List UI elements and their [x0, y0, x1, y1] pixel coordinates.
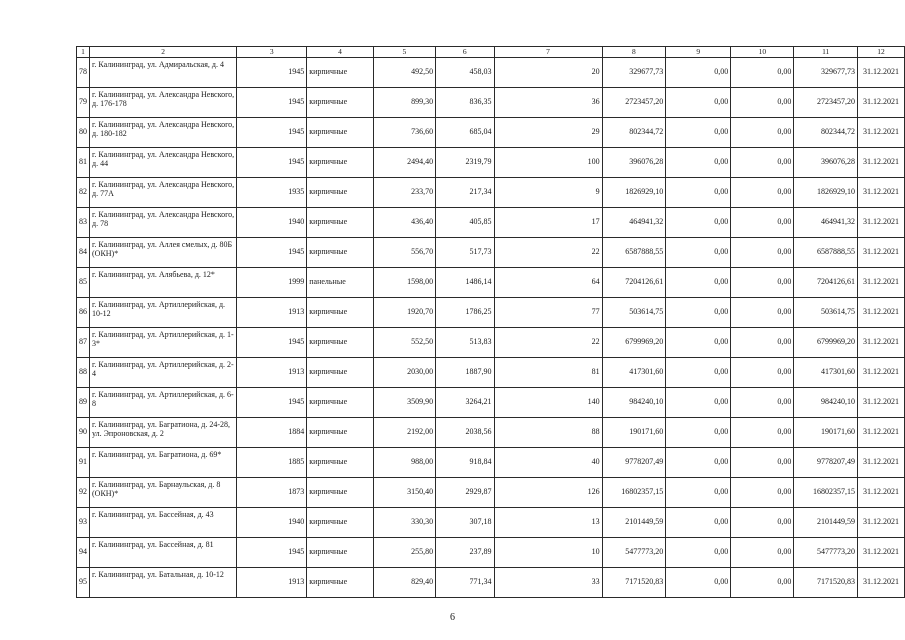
total-area-cell: 556,70: [373, 237, 435, 267]
row-number-cell: 79: [77, 87, 90, 117]
address-cell: г. Калининград, ул. Адмиральская, д. 4: [90, 57, 237, 87]
total-area-cell: 492,50: [373, 57, 435, 87]
column-10-cell: 0,00: [731, 57, 794, 87]
table-row: [77, 327, 905, 357]
repair-cost-cell: 2101449,59: [602, 507, 666, 537]
table-row: [77, 297, 905, 327]
deadline-date-cell: 31.12.2021: [858, 87, 905, 117]
residents-cell: 20: [494, 57, 602, 87]
living-area-cell: 771,34: [436, 567, 494, 597]
column-10-cell: 0,00: [731, 447, 794, 477]
deadline-date-cell: 31.12.2021: [858, 267, 905, 297]
total-area-cell: 3150,40: [373, 477, 435, 507]
column-10-cell: 0,00: [731, 327, 794, 357]
row-number-cell: 87: [77, 327, 90, 357]
row-number-cell: 78: [77, 57, 90, 87]
table-row: [77, 117, 905, 147]
year-built-cell: 1913: [237, 357, 307, 387]
deadline-date-cell: 31.12.2021: [858, 567, 905, 597]
table-row: [77, 267, 905, 297]
column-10-cell: 0,00: [731, 477, 794, 507]
column-9-cell: 0,00: [666, 507, 731, 537]
year-built-cell: 1945: [237, 327, 307, 357]
deadline-date-cell: 31.12.2021: [858, 447, 905, 477]
deadline-date-cell: 31.12.2021: [858, 297, 905, 327]
column-11-cell: 6587888,55: [794, 237, 858, 267]
repair-cost-cell: 984240,10: [602, 387, 666, 417]
column-10-cell: 0,00: [731, 87, 794, 117]
deadline-date-cell: 31.12.2021: [858, 57, 905, 87]
residents-cell: 22: [494, 237, 602, 267]
row-number-cell: 95: [77, 567, 90, 597]
column-10-cell: 0,00: [731, 237, 794, 267]
address-cell: г. Калининград, ул. Александра Невского, д. 180-182: [90, 117, 237, 147]
column-10-cell: 0,00: [731, 357, 794, 387]
wall-material-cell: кирпичные: [307, 237, 374, 267]
address-cell: г. Калининград, ул. Аллея смелых, д. 80Б (ОКН)*: [90, 237, 237, 267]
address-cell: г. Калининград, ул. Артиллерийская, д. 6-8: [90, 387, 237, 417]
column-11-cell: 2101449,59: [794, 507, 858, 537]
year-built-cell: 1884: [237, 417, 307, 447]
repair-cost-cell: 329677,73: [602, 57, 666, 87]
residents-cell: 100: [494, 147, 602, 177]
residents-cell: 40: [494, 447, 602, 477]
living-area-cell: 2038,56: [436, 417, 494, 447]
living-area-cell: 685,04: [436, 117, 494, 147]
column-10-cell: 0,00: [731, 147, 794, 177]
table-row: [77, 507, 905, 537]
table-row: [77, 147, 905, 177]
row-number-cell: 81: [77, 147, 90, 177]
column-11-cell: 984240,10: [794, 387, 858, 417]
wall-material-cell: кирпичные: [307, 207, 374, 237]
column-number-cell: 1: [77, 47, 90, 58]
year-built-cell: 1913: [237, 297, 307, 327]
column-10-cell: 0,00: [731, 177, 794, 207]
table-row: [77, 237, 905, 267]
repair-cost-cell: 2723457,20: [602, 87, 666, 117]
column-10-cell: 0,00: [731, 117, 794, 147]
table-row: [77, 417, 905, 447]
column-9-cell: 0,00: [666, 537, 731, 567]
wall-material-cell: кирпичные: [307, 507, 374, 537]
table-row: [77, 357, 905, 387]
column-9-cell: 0,00: [666, 447, 731, 477]
residents-cell: 33: [494, 567, 602, 597]
column-10-cell: 0,00: [731, 537, 794, 567]
table-row: [77, 177, 905, 207]
address-cell: г. Калининград, ул. Бассейная, д. 43: [90, 507, 237, 537]
column-9-cell: 0,00: [666, 387, 731, 417]
column-9-cell: 0,00: [666, 177, 731, 207]
column-number-cell: 9: [666, 47, 731, 58]
residents-cell: 81: [494, 357, 602, 387]
wall-material-cell: кирпичные: [307, 177, 374, 207]
address-cell: г. Калининград, ул. Багратиона, д. 24-28, ул. Эпроновская, д. 2: [90, 417, 237, 447]
repair-cost-cell: 503614,75: [602, 297, 666, 327]
address-cell: г. Калининград, ул. Артиллерийская, д. 1-3*: [90, 327, 237, 357]
total-area-cell: 736,60: [373, 117, 435, 147]
column-11-cell: 329677,73: [794, 57, 858, 87]
total-area-cell: 2494,40: [373, 147, 435, 177]
column-10-cell: 0,00: [731, 417, 794, 447]
total-area-cell: 233,70: [373, 177, 435, 207]
deadline-date-cell: 31.12.2021: [858, 537, 905, 567]
wall-material-cell: кирпичные: [307, 357, 374, 387]
column-9-cell: 0,00: [666, 417, 731, 447]
wall-material-cell: кирпичные: [307, 477, 374, 507]
column-9-cell: 0,00: [666, 147, 731, 177]
row-number-cell: 84: [77, 237, 90, 267]
wall-material-cell: кирпичные: [307, 57, 374, 87]
residents-cell: 64: [494, 267, 602, 297]
column-11-cell: 9778207,49: [794, 447, 858, 477]
housing-register-table: [76, 46, 905, 598]
living-area-cell: 405,85: [436, 207, 494, 237]
column-9-cell: 0,00: [666, 267, 731, 297]
address-cell: г. Калининград, ул. Александра Невского, д. 77А: [90, 177, 237, 207]
total-area-cell: 1598,00: [373, 267, 435, 297]
deadline-date-cell: 31.12.2021: [858, 117, 905, 147]
wall-material-cell: кирпичные: [307, 567, 374, 597]
address-cell: г. Калининград, ул. Александра Невского, д. 176-178: [90, 87, 237, 117]
table-row: [77, 387, 905, 417]
column-11-cell: 802344,72: [794, 117, 858, 147]
table-row: [77, 447, 905, 477]
living-area-cell: 918,84: [436, 447, 494, 477]
column-10-cell: 0,00: [731, 267, 794, 297]
address-cell: г. Калининград, ул. Артиллерийская, д. 2-4: [90, 357, 237, 387]
page-number: 6: [450, 612, 455, 623]
residents-cell: 13: [494, 507, 602, 537]
deadline-date-cell: 31.12.2021: [858, 207, 905, 237]
total-area-cell: 988,00: [373, 447, 435, 477]
deadline-date-cell: 31.12.2021: [858, 507, 905, 537]
repair-cost-cell: 16802357,15: [602, 477, 666, 507]
total-area-cell: 436,40: [373, 207, 435, 237]
column-number-row: [77, 47, 905, 58]
residents-cell: 140: [494, 387, 602, 417]
wall-material-cell: панельные: [307, 267, 374, 297]
row-number-cell: 92: [77, 477, 90, 507]
column-10-cell: 0,00: [731, 207, 794, 237]
column-number-cell: 11: [794, 47, 858, 58]
column-11-cell: 190171,60: [794, 417, 858, 447]
residents-cell: 88: [494, 417, 602, 447]
living-area-cell: 1486,14: [436, 267, 494, 297]
column-11-cell: 16802357,15: [794, 477, 858, 507]
wall-material-cell: кирпичные: [307, 117, 374, 147]
living-area-cell: 513,83: [436, 327, 494, 357]
residents-cell: 126: [494, 477, 602, 507]
table-row: [77, 57, 905, 87]
wall-material-cell: кирпичные: [307, 537, 374, 567]
year-built-cell: 1999: [237, 267, 307, 297]
total-area-cell: 552,50: [373, 327, 435, 357]
column-11-cell: 1826929,10: [794, 177, 858, 207]
total-area-cell: 2192,00: [373, 417, 435, 447]
column-11-cell: 503614,75: [794, 297, 858, 327]
wall-material-cell: кирпичные: [307, 87, 374, 117]
wall-material-cell: кирпичные: [307, 417, 374, 447]
column-9-cell: 0,00: [666, 357, 731, 387]
address-cell: г. Калининград, ул. Александра Невского, д. 44: [90, 147, 237, 177]
column-10-cell: 0,00: [731, 297, 794, 327]
column-9-cell: 0,00: [666, 567, 731, 597]
address-cell: г. Калининград, ул. Багратиона, д. 69*: [90, 447, 237, 477]
column-10-cell: 0,00: [731, 387, 794, 417]
column-11-cell: 464941,32: [794, 207, 858, 237]
living-area-cell: 237,89: [436, 537, 494, 567]
year-built-cell: 1945: [237, 537, 307, 567]
residents-cell: 29: [494, 117, 602, 147]
residents-cell: 10: [494, 537, 602, 567]
column-11-cell: 6799969,20: [794, 327, 858, 357]
residents-cell: 22: [494, 327, 602, 357]
repair-cost-cell: 417301,60: [602, 357, 666, 387]
repair-cost-cell: 396076,28: [602, 147, 666, 177]
deadline-date-cell: 31.12.2021: [858, 177, 905, 207]
year-built-cell: 1945: [237, 237, 307, 267]
row-number-cell: 80: [77, 117, 90, 147]
column-11-cell: 7171520,83: [794, 567, 858, 597]
deadline-date-cell: 31.12.2021: [858, 147, 905, 177]
address-cell: г. Калининград, ул. Александра Невского, д. 78: [90, 207, 237, 237]
living-area-cell: 2929,87: [436, 477, 494, 507]
total-area-cell: 3509,90: [373, 387, 435, 417]
column-9-cell: 0,00: [666, 237, 731, 267]
wall-material-cell: кирпичные: [307, 327, 374, 357]
column-9-cell: 0,00: [666, 477, 731, 507]
table-row: [77, 537, 905, 567]
living-area-cell: 3264,21: [436, 387, 494, 417]
living-area-cell: 217,34: [436, 177, 494, 207]
living-area-cell: 2319,79: [436, 147, 494, 177]
wall-material-cell: кирпичные: [307, 147, 374, 177]
total-area-cell: 829,40: [373, 567, 435, 597]
address-cell: г. Калининград, ул. Артиллерийская, д. 10-12: [90, 297, 237, 327]
column-number-cell: 5: [373, 47, 435, 58]
residents-cell: 77: [494, 297, 602, 327]
year-built-cell: 1913: [237, 567, 307, 597]
column-number-cell: 7: [494, 47, 602, 58]
row-number-cell: 83: [77, 207, 90, 237]
residents-cell: 9: [494, 177, 602, 207]
year-built-cell: 1940: [237, 207, 307, 237]
column-10-cell: 0,00: [731, 567, 794, 597]
residents-cell: 17: [494, 207, 602, 237]
row-number-cell: 93: [77, 507, 90, 537]
wall-material-cell: кирпичные: [307, 387, 374, 417]
repair-cost-cell: 802344,72: [602, 117, 666, 147]
column-10-cell: 0,00: [731, 507, 794, 537]
column-number-cell: 8: [602, 47, 666, 58]
column-11-cell: 2723457,20: [794, 87, 858, 117]
deadline-date-cell: 31.12.2021: [858, 417, 905, 447]
row-number-cell: 91: [77, 447, 90, 477]
column-9-cell: 0,00: [666, 327, 731, 357]
living-area-cell: 1887,90: [436, 357, 494, 387]
column-9-cell: 0,00: [666, 117, 731, 147]
year-built-cell: 1873: [237, 477, 307, 507]
column-number-cell: 6: [436, 47, 494, 58]
year-built-cell: 1935: [237, 177, 307, 207]
living-area-cell: 836,35: [436, 87, 494, 117]
living-area-cell: 517,73: [436, 237, 494, 267]
table-row: [77, 87, 905, 117]
deadline-date-cell: 31.12.2021: [858, 357, 905, 387]
row-number-cell: 82: [77, 177, 90, 207]
living-area-cell: 307,18: [436, 507, 494, 537]
column-number-cell: 10: [731, 47, 794, 58]
column-11-cell: 417301,60: [794, 357, 858, 387]
repair-cost-cell: 1826929,10: [602, 177, 666, 207]
column-number-cell: 3: [237, 47, 307, 58]
column-number-cell: 4: [307, 47, 374, 58]
total-area-cell: 899,30: [373, 87, 435, 117]
column-9-cell: 0,00: [666, 207, 731, 237]
year-built-cell: 1945: [237, 117, 307, 147]
year-built-cell: 1945: [237, 87, 307, 117]
column-number-cell: 12: [858, 47, 905, 58]
row-number-cell: 86: [77, 297, 90, 327]
column-9-cell: 0,00: [666, 297, 731, 327]
year-built-cell: 1885: [237, 447, 307, 477]
row-number-cell: 94: [77, 537, 90, 567]
repair-cost-cell: 9778207,49: [602, 447, 666, 477]
table-row: [77, 477, 905, 507]
total-area-cell: 1920,70: [373, 297, 435, 327]
repair-cost-cell: 190171,60: [602, 417, 666, 447]
row-number-cell: 88: [77, 357, 90, 387]
address-cell: г. Калининград, ул. Барнаульская, д. 8 (ОКН)*: [90, 477, 237, 507]
total-area-cell: 255,80: [373, 537, 435, 567]
address-cell: г. Калининград, ул. Бассейная, д. 81: [90, 537, 237, 567]
row-number-cell: 90: [77, 417, 90, 447]
repair-cost-cell: 7171520,83: [602, 567, 666, 597]
year-built-cell: 1940: [237, 507, 307, 537]
living-area-cell: 458,03: [436, 57, 494, 87]
deadline-date-cell: 31.12.2021: [858, 477, 905, 507]
column-11-cell: 396076,28: [794, 147, 858, 177]
year-built-cell: 1945: [237, 387, 307, 417]
column-11-cell: 5477773,20: [794, 537, 858, 567]
deadline-date-cell: 31.12.2021: [858, 237, 905, 267]
living-area-cell: 1786,25: [436, 297, 494, 327]
row-number-cell: 89: [77, 387, 90, 417]
residents-cell: 36: [494, 87, 602, 117]
repair-cost-cell: 6799969,20: [602, 327, 666, 357]
column-9-cell: 0,00: [666, 87, 731, 117]
repair-cost-cell: 6587888,55: [602, 237, 666, 267]
repair-cost-cell: 464941,32: [602, 207, 666, 237]
total-area-cell: 330,30: [373, 507, 435, 537]
deadline-date-cell: 31.12.2021: [858, 387, 905, 417]
column-11-cell: 7204126,61: [794, 267, 858, 297]
column-number-cell: 2: [90, 47, 237, 58]
address-cell: г. Калининград, ул. Батальная, д. 10-12: [90, 567, 237, 597]
address-cell: г. Калининград, ул. Алябьева, д. 12*: [90, 267, 237, 297]
repair-cost-cell: 7204126,61: [602, 267, 666, 297]
year-built-cell: 1945: [237, 147, 307, 177]
total-area-cell: 2030,00: [373, 357, 435, 387]
table-row: [77, 207, 905, 237]
repair-cost-cell: 5477773,20: [602, 537, 666, 567]
row-number-cell: 85: [77, 267, 90, 297]
year-built-cell: 1945: [237, 57, 307, 87]
deadline-date-cell: 31.12.2021: [858, 327, 905, 357]
wall-material-cell: кирпичные: [307, 447, 374, 477]
column-9-cell: 0,00: [666, 57, 731, 87]
wall-material-cell: кирпичные: [307, 297, 374, 327]
table-row: [77, 567, 905, 597]
